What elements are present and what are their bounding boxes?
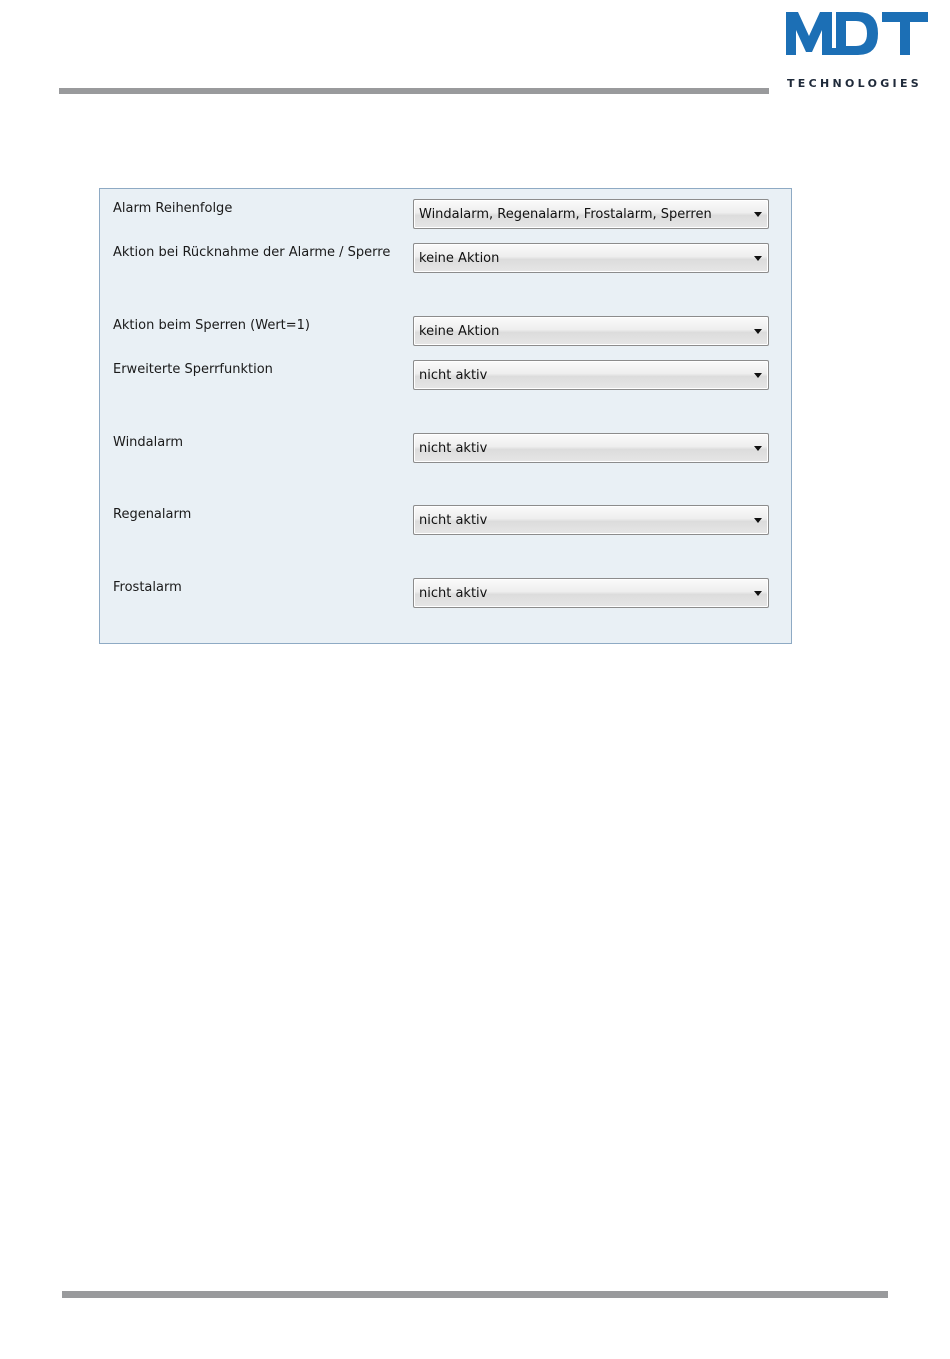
- parameter-row-frost-alarm: [100, 578, 791, 608]
- mdt-logo: [784, 10, 930, 90]
- parameter-label: Erweiterte Sperrfunktion: [113, 362, 273, 377]
- lock-action-dropdown[interactable]: [413, 316, 769, 346]
- chevron-down-icon: [754, 591, 762, 596]
- rain-alarm-dropdown[interactable]: [413, 505, 769, 535]
- alarm-settings-panel: [99, 188, 792, 644]
- chevron-down-icon: [754, 446, 762, 451]
- parameter-row-alarm-order: [100, 199, 791, 229]
- chevron-down-icon: [754, 518, 762, 523]
- dropdown-value: nicht aktiv: [419, 368, 488, 383]
- frost-alarm-dropdown[interactable]: [413, 578, 769, 608]
- parameter-label: Aktion beim Sperren (Wert=1): [113, 318, 310, 333]
- dropdown-value: nicht aktiv: [419, 441, 488, 456]
- wind-alarm-dropdown[interactable]: [413, 433, 769, 463]
- header-divider: [59, 88, 769, 94]
- dropdown-value: nicht aktiv: [419, 586, 488, 601]
- footer-divider: [62, 1291, 888, 1298]
- mdt-logo-mark: [784, 10, 930, 58]
- parameter-row-release-action: [100, 243, 791, 273]
- dropdown-value: keine Aktion: [419, 324, 500, 339]
- parameter-label: Alarm Reihenfolge: [113, 201, 233, 216]
- parameter-row-lock-action: [100, 316, 791, 346]
- alarm-order-dropdown[interactable]: [413, 199, 769, 229]
- parameter-label: Frostalarm: [113, 580, 182, 595]
- parameter-label: Windalarm: [113, 435, 183, 450]
- dropdown-value: Windalarm, Regenalarm, Frostalarm, Sperren: [419, 207, 712, 222]
- chevron-down-icon: [754, 373, 762, 378]
- parameter-label: Aktion bei Rücknahme der Alarme / Sperre: [113, 245, 391, 260]
- extended-lock-dropdown[interactable]: [413, 360, 769, 390]
- parameter-row-rain-alarm: [100, 505, 791, 535]
- parameter-row-extended-lock: [100, 360, 791, 390]
- parameter-label: Regenalarm: [113, 507, 192, 522]
- chevron-down-icon: [754, 212, 762, 217]
- release-action-dropdown[interactable]: [413, 243, 769, 273]
- dropdown-value: keine Aktion: [419, 251, 500, 266]
- logo-subtext: TECHNOLOGIES: [787, 77, 922, 90]
- chevron-down-icon: [754, 329, 762, 334]
- chevron-down-icon: [754, 256, 762, 261]
- dropdown-value: nicht aktiv: [419, 513, 488, 528]
- parameter-row-wind-alarm: [100, 433, 791, 463]
